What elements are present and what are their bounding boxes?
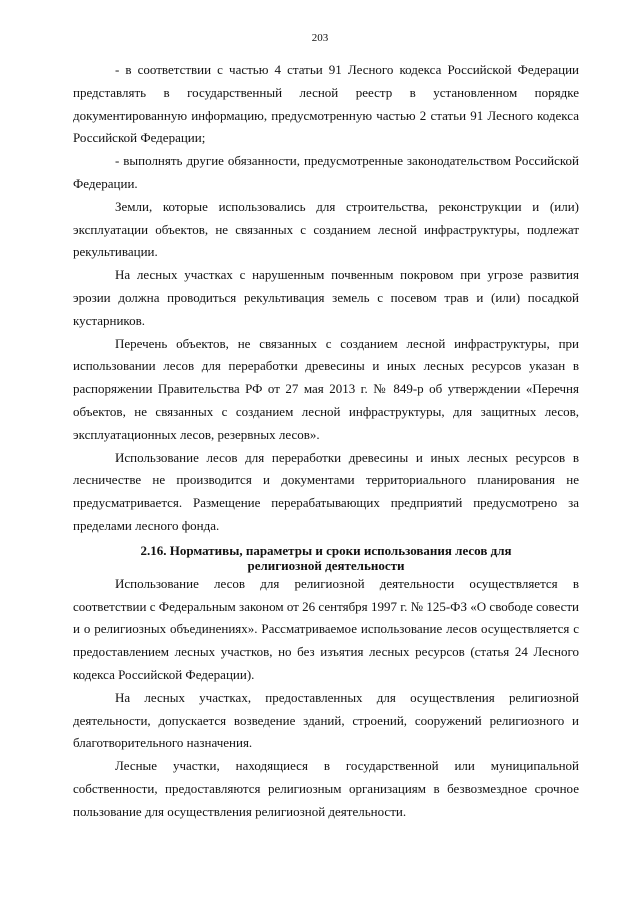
section-heading-line-2: религиозной деятельности [247, 557, 405, 573]
paragraph-erosion: На лесных участках с нарушенным почвенным покровом при угрозе развития эрозии должна проводиться рекультивация земель с посевом трав и (или) посадкой кустарников. [73, 267, 579, 328]
paragraph-free-use: Лесные участки, находящиеся в государственной или муниципальной собственности, предоставляются религиозным организациям в безвозмездное срочное пользование для осуществления религиозной деятельности. [73, 758, 579, 819]
paragraph-other-duties: - выполнять другие обязанности, предусмотренные законодательством Российской Федерации. [73, 153, 579, 191]
section-heading-line-1: 2.16. Нормативы, параметры и сроки использования лесов для [140, 542, 512, 558]
page-number: 203 [311, 32, 329, 44]
paragraph-objects-list: Перечень объектов, не связанных с созданием лесной инфраструктуры, при использовании лесов для переработки древесины и иных лесных ресурсов указан в распоряжении Правительства РФ от 27 мая 2013 г. № 849-р об утверждении «Перечня объектов, не связанных с созданием лесной инфраструктуры, для защитных лесов, эксплуатационных лесов, резервных лесов». [73, 335, 579, 442]
section-heading [73, 543, 579, 573]
document-body [73, 59, 579, 824]
paragraph-religious-buildings: На лесных участках, предоставленных для осуществления религиозной деятельности, допускается возведение зданий, строений, сооружений религиозного и благотворительного назначения. [73, 689, 579, 751]
paragraph-wood-processing: Использование лесов для переработки древесины и иных лесных ресурсов в лесничестве не производится и документами территориального планирования не предусматривается. Размещение перерабатывающих предприятий предусмотрено за пределами лесного фонда. [73, 449, 579, 533]
paragraph-forest-registry: - в соответствии с частью 4 статьи 91 Лесного кодекса Российской Федерации представлять в государственный лесной реестр в установленном порядке документированную информацию, предусмотренную частью 2 статьи 91 Лесного кодекса Российской Федерации; [73, 62, 579, 146]
paragraph-land-reclamation: Земли, которые использовались для строительства, реконструкции и (или) эксплуатации объектов, не связанных с созданием лесной инфраструктуры, подлежат рекультивации. [73, 198, 579, 260]
paragraph-religious-use: Использование лесов для религиозной деятельности осуществляется в соответствии с Федеральным законом от 26 сентября 1997 г. № 125-ФЗ «О свободе совести и о религиозных объединениях». Рассматриваемое использование лесов осуществляется с предоставлением лесных участков, но без изъятия лесных ресурсов (статья 24 Лесного кодекса Российской Федерации). [73, 575, 579, 682]
